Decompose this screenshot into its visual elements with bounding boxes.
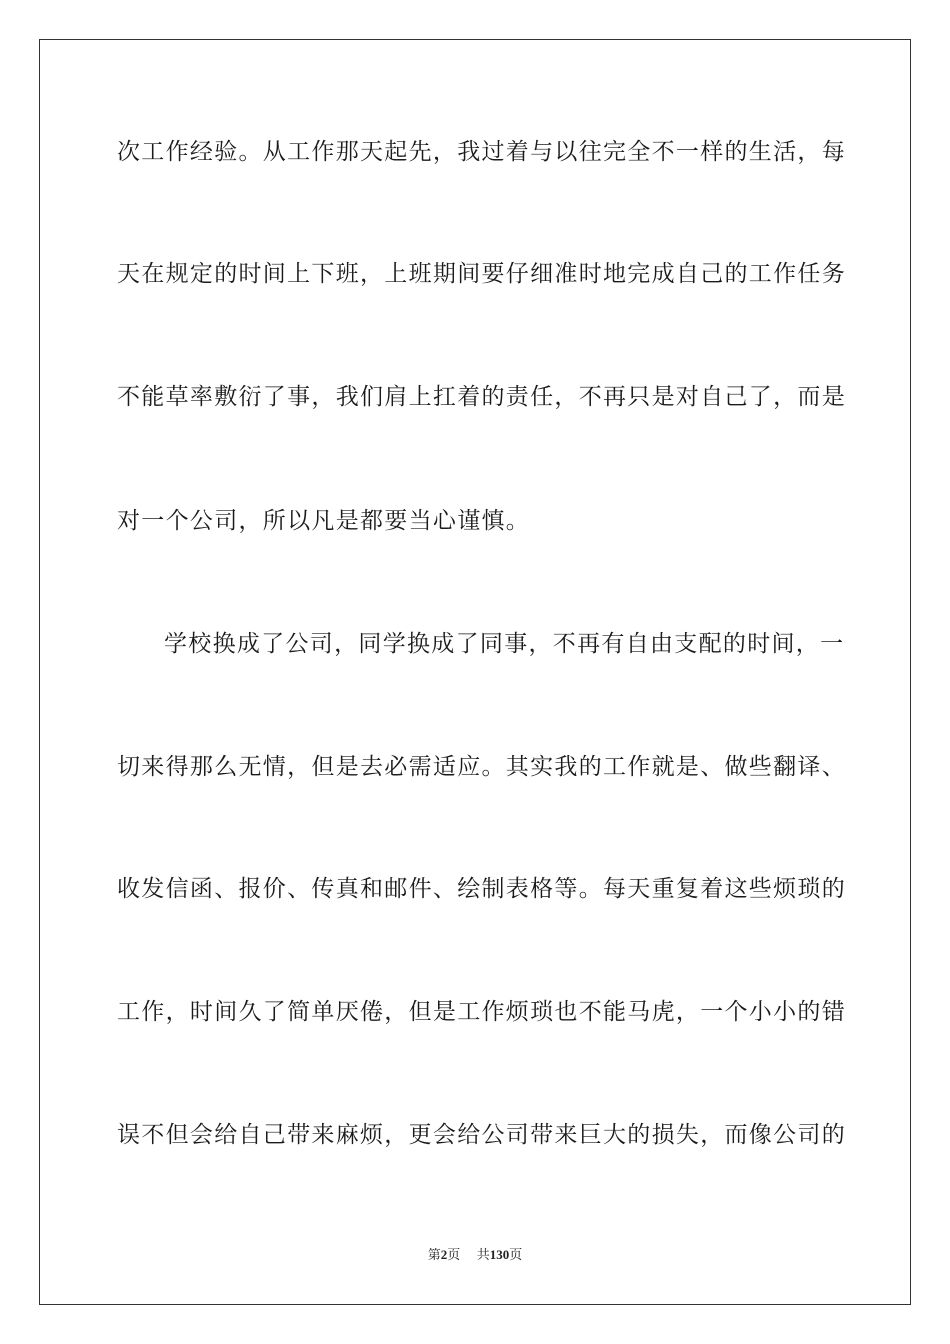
page-suffix: 页 <box>447 1248 461 1263</box>
paragraph-2-line-1: 学校换成了公司，同学换成了同事，不再有自由支配的时间，一 <box>164 631 845 657</box>
paragraph-2-line-2: 切来得那么无情，但是去必需适应。其实我的工作就是、做些翻译、 <box>117 754 846 780</box>
page-number: 2 <box>440 1247 448 1262</box>
paragraph-2-line-3: 收发信函、报价、传真和邮件、绘制表格等。每天重复着这些烦琐的 <box>117 876 846 902</box>
paragraph-1-line-4: 对一个公司，所以凡是都要当心谨慎。 <box>117 508 531 534</box>
paragraph-1-line-1: 次工作经验。从工作那天起先，我过着与以往完全不一样的生活，每 <box>117 139 846 165</box>
paragraph-2-line-5: 误不但会给自己带来麻烦，更会给公司带来巨大的损失，而像公司的 <box>117 1122 846 1148</box>
paragraph-2-line-4: 工作，时间久了简单厌倦，但是工作烦琐也不能马虎，一个小小的错 <box>117 999 846 1025</box>
page-border <box>39 39 911 1305</box>
total-suffix: 页 <box>509 1248 523 1263</box>
total-pages: 130 <box>489 1247 510 1262</box>
page-footer <box>0 1246 950 1265</box>
total-prefix: 共 <box>476 1248 490 1263</box>
paragraph-1-line-2: 天在规定的时间上下班，上班期间要仔细准时地完成自己的工作任务 <box>117 261 846 287</box>
paragraph-1-line-3: 不能草率敷衍了事，我们肩上扛着的责任，不再只是对自己了，而是 <box>117 384 846 410</box>
page-prefix: 第 <box>427 1248 441 1263</box>
